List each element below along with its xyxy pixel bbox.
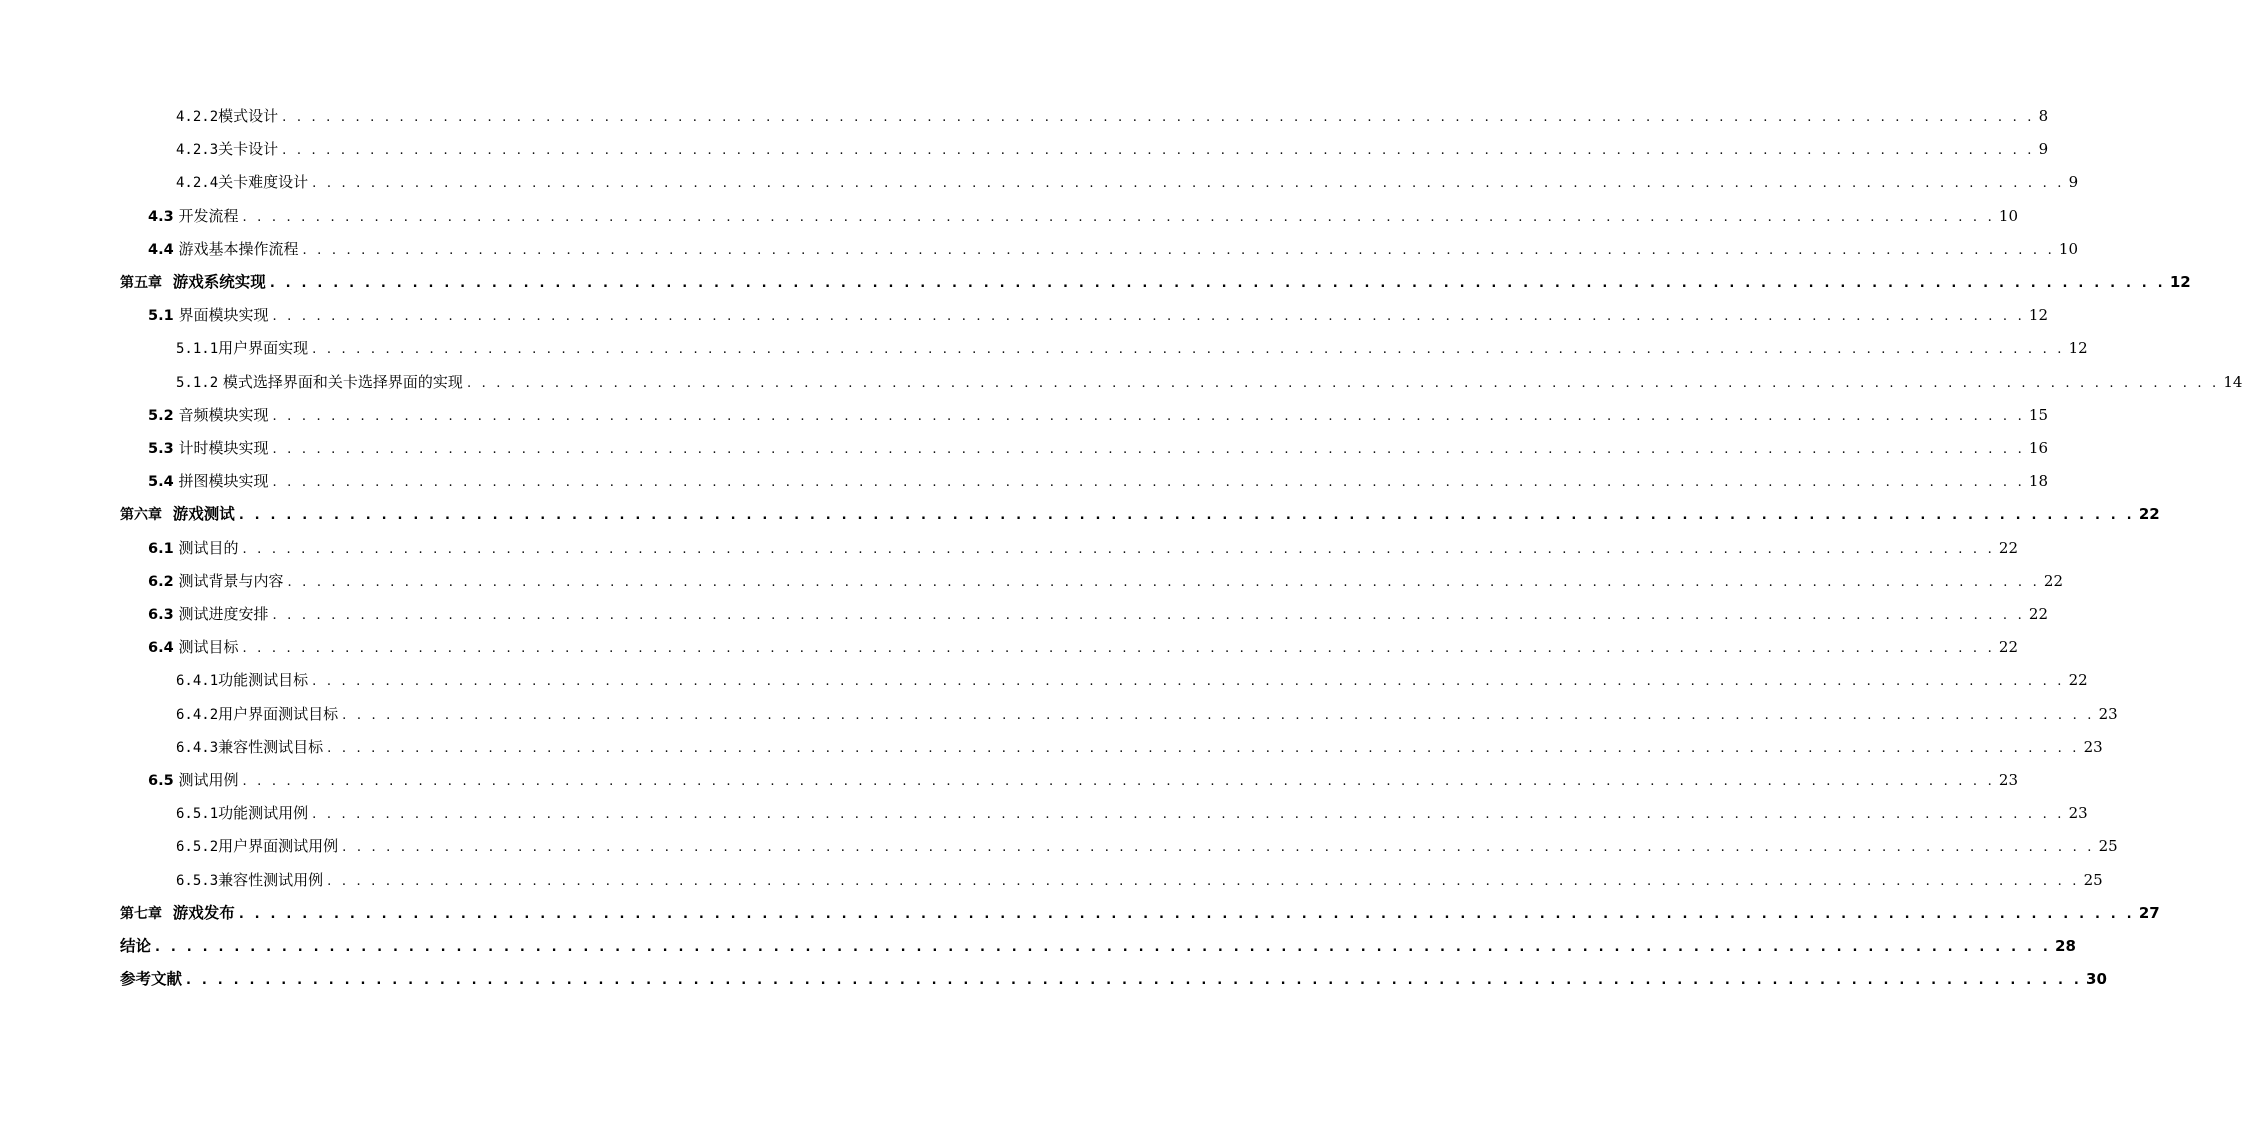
toc-entry-page-number: 14 bbox=[2223, 372, 2242, 391]
toc-entry-page-number: 18 bbox=[2028, 472, 2049, 491]
toc-entry-page-number: 9 bbox=[2068, 173, 2079, 192]
toc-entry-page-number: 28 bbox=[2055, 937, 2076, 955]
toc-entry-label bbox=[148, 399, 268, 433]
toc-entry-number: 6.4.2 bbox=[176, 706, 219, 723]
toc-entry-page-number: 22 bbox=[1998, 538, 2019, 557]
toc-entry-title: 功能测试用例 bbox=[218, 804, 309, 823]
toc-leader-dots: . . . . . . . . . . . . . . . . . . . . . . . . . . . . . . . . . . . . . . . . . . . . . . . . . . . . . . . . . . . . . . . . . . . . . . . . . . . . . . . . . . . . . . . . . . . . . . . . . . . . . . . . . . . . . . . . . . . . . . . . bbox=[312, 176, 2065, 192]
toc-entry-number: 第六章 bbox=[120, 507, 162, 524]
toc-entry-title: 模式选择界面和关卡选择界面的实现 bbox=[218, 372, 463, 391]
toc-entry-page-number: 9 bbox=[2038, 140, 2049, 159]
toc-entry-label bbox=[120, 963, 182, 996]
toc-entry-label bbox=[148, 764, 238, 798]
toc-entry-title: 功能测试目标 bbox=[218, 671, 309, 690]
toc-entry-label bbox=[176, 830, 338, 864]
toc-entry-number: 6.3 bbox=[148, 607, 174, 623]
toc-entry-title: 测试目标 bbox=[178, 638, 239, 657]
toc-entry-number: 第五章 bbox=[120, 275, 162, 291]
toc-entry[interactable] bbox=[176, 830, 2118, 863]
toc-leader-dots: . . . . . . . . . . . . . . . . . . . . . . . . . . . . . . . . . . . . . . . . . . . . . . . . . . . . . . . . . . . . . . . . . . . . . . . . . . . . . . . . . . . . . . . . . . . . . . . . . . . . . . . . . . . . . . . . . . . . . . . . bbox=[327, 873, 2080, 889]
toc-entry[interactable] bbox=[176, 332, 2088, 365]
toc-leader-dots: . . . . . . . . . . . . . . . . . . . . . . . . . . . . . . . . . . . . . . . . . . . . . . . . . . . . . . . . . . . . . . . . . . . . . . . . . . . . . . . . . . . . . . . . . . . . . . . . . . . . . . . . . . . . . . . . . . . . . . . . bbox=[282, 143, 2035, 159]
toc-entry-page-number: 22 bbox=[2043, 571, 2064, 590]
toc-entry-page-number: 22 bbox=[2068, 671, 2088, 690]
toc-entry-page-number: 25 bbox=[2083, 870, 2103, 889]
toc-entry-label bbox=[148, 598, 268, 632]
toc-entry-title: 游戏发布 bbox=[172, 903, 235, 922]
toc-entry-number: 5.1.1 bbox=[176, 341, 219, 358]
toc-entry-number: 5.3 bbox=[148, 441, 174, 457]
toc-entry-title: 兼容性测试用例 bbox=[218, 870, 324, 889]
toc-entry[interactable] bbox=[120, 266, 2191, 299]
toc-entry-number: 4.2.3 bbox=[176, 142, 219, 159]
toc-entry-title: 游戏系统实现 bbox=[172, 273, 266, 291]
toc-leader-dots: . . . . . . . . . . . . . . . . . . . . . . . . . . . . . . . . . . . . . . . . . . . . . . . . . . . . . . . . . . . . . . . . . . . . . . . . . . . . . . . . . . . . . . . . . . . . . . . . . . . . . . . . . . . . . . . . . . . . . . . . bbox=[302, 242, 2055, 258]
toc-entry[interactable] bbox=[148, 233, 2079, 266]
toc-leader-dots: . . . . . . . . . . . . . . . . . . . . . . . . . . . . . . . . . . . . . . . . . . . . . . . . . . . . . . . . . . . . . . . . . . . . . . . . . . . . . . . . . . . . . . . . . . . . . . . . . . . . . . . . . . . . . . . . . . . . . . . . bbox=[272, 309, 2025, 325]
toc-entry-title: 兼容性测试目标 bbox=[218, 737, 324, 756]
toc-leader-dots: . . . . . . . . . . . . . . . . . . . . . . . . . . . . . . . . . . . . . . . . . . . . . . . . . . . . . . . . . . . . . . . . . . . . . . . . . . . . . . . . . . . . . . . . . . . . . . . . . . . . . . . . . . . . . . . . . . . . . . . . bbox=[342, 707, 2095, 723]
toc-entry[interactable] bbox=[120, 498, 2160, 531]
toc-entry-title: 关卡设计 bbox=[218, 140, 279, 159]
toc-leader-dots: . . . . . . . . . . . . . . . . . . . . . . . . . . . . . . . . . . . . . . . . . . . . . . . . . . . . . . . . . . . . . . . . . . . . . . . . . . . . . . . . . . . . . . . . . . . . . . . . . . . . . . . . . . . . . . . . . . . . . . . . bbox=[312, 674, 2065, 690]
toc-entry-label bbox=[120, 266, 266, 300]
toc-entry[interactable] bbox=[148, 200, 2019, 233]
toc-entry-label bbox=[148, 465, 268, 499]
toc-entry-label bbox=[176, 166, 308, 200]
toc-entry-page-number: 22 bbox=[2138, 505, 2160, 524]
toc-entry-page-number: 22 bbox=[1998, 638, 2019, 657]
toc-entry-label bbox=[176, 698, 338, 732]
toc-entry-label bbox=[120, 930, 151, 963]
toc-entry-number: 6.5.1 bbox=[176, 806, 219, 823]
toc-leader-dots: . . . . . . . . . . . . . . . . . . . . . . . . . . . . . . . . . . . . . . . . . . . . . . . . . . . . . . . . . . . . . . . . . . . . . . . . . . . . . . . . . . . . . . . . . . . . . . . . . . . . . . . . . . . . . . . . . . . . . . . . bbox=[327, 740, 2080, 756]
toc-entry-title: 用户界面测试目标 bbox=[218, 704, 339, 723]
toc-entry[interactable] bbox=[148, 532, 2019, 565]
toc-entry[interactable] bbox=[148, 299, 2049, 332]
toc-leader-dots: . . . . . . . . . . . . . . . . . . . . . . . . . . . . . . . . . . . . . . . . . . . . . . . . . . . . . . . . . . . . . . . . . . . . . . . . . . . . . . . . . . . . . . . . . . . . . . . . . . . . . . . . . . . . . . . . . . . . . . . . bbox=[272, 475, 2025, 491]
toc-entry[interactable] bbox=[176, 366, 2242, 399]
toc-entry-title: 结论 bbox=[120, 937, 152, 955]
toc-leader-dots: . . . . . . . . . . . . . . . . . . . . . . . . . . . . . . . . . . . . . . . . . . . . . . . . . . . . . . . . . . . . . . . . . . . . . . . . . . . . . . . . . . . . . . . . . . . . . . . . . . . . . . . . . . . . . . . . . . . . . . . . bbox=[238, 508, 2135, 524]
toc-entry-number: 5.1.2 bbox=[176, 374, 219, 391]
toc-leader-dots: . . . . . . . . . . . . . . . . . . . . . . . . . . . . . . . . . . . . . . . . . . . . . . . . . . . . . . . . . . . . . . . . . . . . . . . . . . . . . . . . . . . . . . . . . . . . . . . . . . . . . . . . . . . . . . . . . . . . . . . . bbox=[282, 110, 2035, 125]
toc-entry[interactable] bbox=[176, 166, 2079, 199]
toc-entry-number: 6.4 bbox=[148, 640, 174, 657]
toc-entry[interactable] bbox=[148, 598, 2049, 631]
toc-entry-label bbox=[148, 299, 268, 333]
toc-entry-number: 6.4.3 bbox=[176, 739, 219, 756]
toc-entry-page-number: 8 bbox=[2038, 107, 2049, 125]
toc-entry-page-number: 16 bbox=[2028, 439, 2049, 457]
toc-leader-dots: . . . . . . . . . . . . . . . . . . . . . . . . . . . . . . . . . . . . . . . . . . . . . . . . . . . . . . . . . . . . . . . . . . . . . . . . . . . . . . . . . . . . . . . . . . . . . . . . . . . . . . . . . . . . . . . . . . . . . . . . bbox=[269, 276, 2166, 291]
toc-entry-title: 用户界面实现 bbox=[218, 339, 309, 358]
toc-entry-number: 6.5.2 bbox=[176, 839, 219, 856]
toc-leader-dots: . . . . . . . . . . . . . . . . . . . . . . . . . . . . . . . . . . . . . . . . . . . . . . . . . . . . . . . . . . . . . . . . . . . . . . . . . . . . . . . . . . . . . . . . . . . . . . . . . . . . . . . . . . . . . . . . . . . . . . . . bbox=[238, 906, 2135, 922]
toc-leader-dots: . . . . . . . . . . . . . . . . . . . . . . . . . . . . . . . . . . . . . . . . . . . . . . . . . . . . . . . . . . . . . . . . . . . . . . . . . . . . . . . . . . . . . . . . . . . . . . . . . . . . . . . . . . . . . . . . . . . . . . . . bbox=[242, 541, 1995, 557]
toc-entry[interactable] bbox=[120, 963, 2107, 996]
toc-entry[interactable] bbox=[148, 565, 2064, 598]
toc-entry-label bbox=[148, 432, 268, 466]
toc-entry-page-number: 25 bbox=[2098, 837, 2118, 856]
toc-leader-dots: . . . . . . . . . . . . . . . . . . . . . . . . . . . . . . . . . . . . . . . . . . . . . . . . . . . . . . . . . . . . . . . . . . . . . . . . . . . . . . . . . . . . . . . . . . . . . . . . . . . . . . . . . . . . . . . . . . . . . . . . bbox=[242, 641, 1995, 657]
toc-leader-dots: . . . . . . . . . . . . . . . . . . . . . . . . . . . . . . . . . . . . . . . . . . . . . . . . . . . . . . . . . . . . . . . . . . . . . . . . . . . . . . . . . . . . . . . . . . . . . . . . . . . . . . . . . . . . . . . . . . . . . . . . bbox=[342, 840, 2095, 856]
toc-leader-dots: . . . . . . . . . . . . . . . . . . . . . . . . . . . . . . . . . . . . . . . . . . . . . . . . . . . . . . . . . . . . . . . . . . . . . . . . . . . . . . . . . . . . . . . . . . . . . . . . . . . . . . . . . . . . . . . . . . . . . . . . bbox=[242, 209, 1995, 225]
toc-entry[interactable] bbox=[176, 100, 2049, 133]
toc-entry[interactable] bbox=[120, 930, 2076, 963]
toc-entry[interactable] bbox=[176, 864, 2103, 897]
toc-entry-label bbox=[176, 133, 278, 167]
toc-entry[interactable] bbox=[148, 432, 2049, 465]
toc-entry-number: 4.4 bbox=[148, 241, 174, 258]
toc-entry[interactable] bbox=[176, 731, 2103, 764]
toc-entry-page-number: 22 bbox=[2028, 605, 2049, 623]
toc-entry-label bbox=[176, 664, 308, 698]
toc-entry-title: 测试目的 bbox=[178, 538, 239, 557]
toc-entry-label bbox=[176, 864, 323, 898]
toc-entry[interactable] bbox=[176, 664, 2088, 697]
toc-entry-label bbox=[148, 233, 298, 267]
toc-entry-number: 6.5 bbox=[148, 773, 174, 789]
toc-entry-page-number: 10 bbox=[1998, 206, 2019, 225]
toc-entry-title: 关卡难度设计 bbox=[218, 173, 309, 192]
toc-entry-title: 测试进度安排 bbox=[178, 605, 269, 623]
toc-entry[interactable] bbox=[176, 797, 2088, 830]
toc-entry-page-number: 10 bbox=[2058, 239, 2079, 258]
toc-entry-page-number: 12 bbox=[2028, 306, 2049, 325]
toc-entry-title: 界面模块实现 bbox=[178, 306, 269, 325]
toc-entry-title: 游戏基本操作流程 bbox=[178, 239, 299, 258]
toc-leader-dots: . . . . . . . . . . . . . . . . . . . . . . . . . . . . . . . . . . . . . . . . . . . . . . . . . . . . . . . . . . . . . . . . . . . . . . . . . . . . . . . . . . . . . . . . . . . . . . . . . . . . . . . . . . . . . . . . . . . . . . . . bbox=[466, 375, 2220, 391]
toc-leader-dots: . . . . . . . . . . . . . . . . . . . . . . . . . . . . . . . . . . . . . . . . . . . . . . . . . . . . . . . . . . . . . . . . . . . . . . . . . . . . . . . . . . . . . . . . . . . . . . . . . . . . . . . . . . . . . . . . . . . . . . . . bbox=[155, 940, 2052, 955]
toc-entry[interactable] bbox=[148, 399, 2049, 432]
toc-leader-dots: . . . . . . . . . . . . . . . . . . . . . . . . . . . . . . . . . . . . . . . . . . . . . . . . . . . . . . . . . . . . . . . . . . . . . . . . . . . . . . . . . . . . . . . . . . . . . . . . . . . . . . . . . . . . . . . . . . . . . . . . bbox=[242, 774, 1995, 789]
toc-entry-number: 6.2 bbox=[148, 573, 174, 590]
toc-entry-label bbox=[176, 797, 308, 831]
toc-entry-number: 第七章 bbox=[120, 905, 162, 922]
toc-entry-title: 计时模块实现 bbox=[178, 439, 269, 457]
toc-entry-label bbox=[148, 565, 283, 599]
toc-entry-title: 参考文献 bbox=[120, 970, 183, 989]
toc-entry-label bbox=[176, 366, 463, 400]
toc-entry-number: 4.2.2 bbox=[176, 109, 219, 125]
toc-entry-title: 测试背景与内容 bbox=[178, 571, 284, 590]
toc-entry-page-number: 23 bbox=[2083, 737, 2103, 756]
toc-leader-dots: . . . . . . . . . . . . . . . . . . . . . . . . . . . . . . . . . . . . . . . . . . . . . . . . . . . . . . . . . . . . . . . . . . . . . . . . . . . . . . . . . . . . . . . . . . . . . . . . . . . . . . . . . . . . . . . . . . . . . . . . bbox=[272, 408, 2025, 424]
toc-entry-title: 模式设计 bbox=[218, 107, 279, 125]
toc-entry-page-number: 23 bbox=[1998, 771, 2019, 789]
toc-entry-title: 游戏测试 bbox=[172, 505, 235, 524]
toc-entry-number: 6.1 bbox=[148, 540, 174, 557]
toc-entry-label bbox=[176, 731, 323, 765]
toc-entry-title: 测试用例 bbox=[178, 771, 239, 789]
toc-leader-dots: . . . . . . . . . . . . . . . . . . . . . . . . . . . . . . . . . . . . . . . . . . . . . . . . . . . . . . . . . . . . . . . . . . . . . . . . . . . . . . . . . . . . . . . . . . . . . . . . . . . . . . . . . . . . . . . . . . . . . . . . bbox=[272, 442, 2025, 457]
toc-entry-label bbox=[176, 332, 308, 366]
toc-entry-page-number: 30 bbox=[2086, 970, 2107, 989]
toc-entry-number: 5.4 bbox=[148, 474, 174, 491]
toc-entry-number: 6.5.3 bbox=[176, 872, 219, 889]
toc-entry-number: 5.1 bbox=[148, 308, 174, 325]
toc-leader-dots: . . . . . . . . . . . . . . . . . . . . . . . . . . . . . . . . . . . . . . . . . . . . . . . . . . . . . . . . . . . . . . . . . . . . . . . . . . . . . . . . . . . . . . . . . . . . . . . . . . . . . . . . . . . . . . . . . . . . . . . . bbox=[186, 973, 2083, 989]
toc-entry[interactable] bbox=[148, 631, 2019, 664]
toc-entry-label bbox=[120, 498, 235, 532]
toc-entry-label bbox=[176, 100, 278, 134]
toc-leader-dots: . . . . . . . . . . . . . . . . . . . . . . . . . . . . . . . . . . . . . . . . . . . . . . . . . . . . . . . . . . . . . . . . . . . . . . . . . . . . . . . . . . . . . . . . . . . . . . . . . . . . . . . . . . . . . . . . . . . . . . . . bbox=[272, 608, 2025, 623]
toc-entry[interactable] bbox=[148, 465, 2049, 498]
toc-entry-page-number: 12 bbox=[2169, 273, 2191, 291]
toc-entry-title: 拼图模块实现 bbox=[178, 472, 269, 491]
toc-entry-page-number: 23 bbox=[2068, 804, 2088, 823]
toc-entry-label bbox=[120, 897, 235, 931]
toc-entry-number: 4.2.4 bbox=[176, 175, 219, 192]
toc-entry-title: 音频模块实现 bbox=[178, 405, 269, 424]
toc-entry-title: 开发流程 bbox=[178, 206, 239, 225]
toc-entry-title: 用户界面测试用例 bbox=[218, 837, 339, 856]
toc-entry-number: 6.4.1 bbox=[176, 673, 219, 690]
toc-leader-dots: . . . . . . . . . . . . . . . . . . . . . . . . . . . . . . . . . . . . . . . . . . . . . . . . . . . . . . . . . . . . . . . . . . . . . . . . . . . . . . . . . . . . . . . . . . . . . . . . . . . . . . . . . . . . . . . . . . . . . . . . bbox=[312, 342, 2065, 358]
toc-entry[interactable] bbox=[148, 764, 2019, 797]
toc-entry-label bbox=[148, 200, 238, 234]
toc-entry[interactable] bbox=[176, 698, 2118, 731]
toc-entry-page-number: 27 bbox=[2138, 903, 2160, 922]
toc-entry-page-number: 23 bbox=[2098, 704, 2118, 723]
toc-entry-number: 4.3 bbox=[148, 208, 174, 225]
toc-entry-page-number: 15 bbox=[2028, 405, 2049, 424]
toc-entry-number: 5.2 bbox=[148, 407, 174, 424]
toc-entry-label bbox=[148, 532, 238, 566]
toc-entry-page-number: 12 bbox=[2068, 339, 2088, 358]
toc-leader-dots: . . . . . . . . . . . . . . . . . . . . . . . . . . . . . . . . . . . . . . . . . . . . . . . . . . . . . . . . . . . . . . . . . . . . . . . . . . . . . . . . . . . . . . . . . . . . . . . . . . . . . . . . . . . . . . . . . . . . . . . . bbox=[287, 574, 2040, 590]
toc-entry-label bbox=[148, 631, 238, 665]
toc-entry[interactable] bbox=[120, 897, 2160, 930]
toc-leader-dots: . . . . . . . . . . . . . . . . . . . . . . . . . . . . . . . . . . . . . . . . . . . . . . . . . . . . . . . . . . . . . . . . . . . . . . . . . . . . . . . . . . . . . . . . . . . . . . . . . . . . . . . . . . . . . . . . . . . . . . . . bbox=[312, 807, 2065, 823]
toc-entry[interactable] bbox=[176, 133, 2049, 166]
